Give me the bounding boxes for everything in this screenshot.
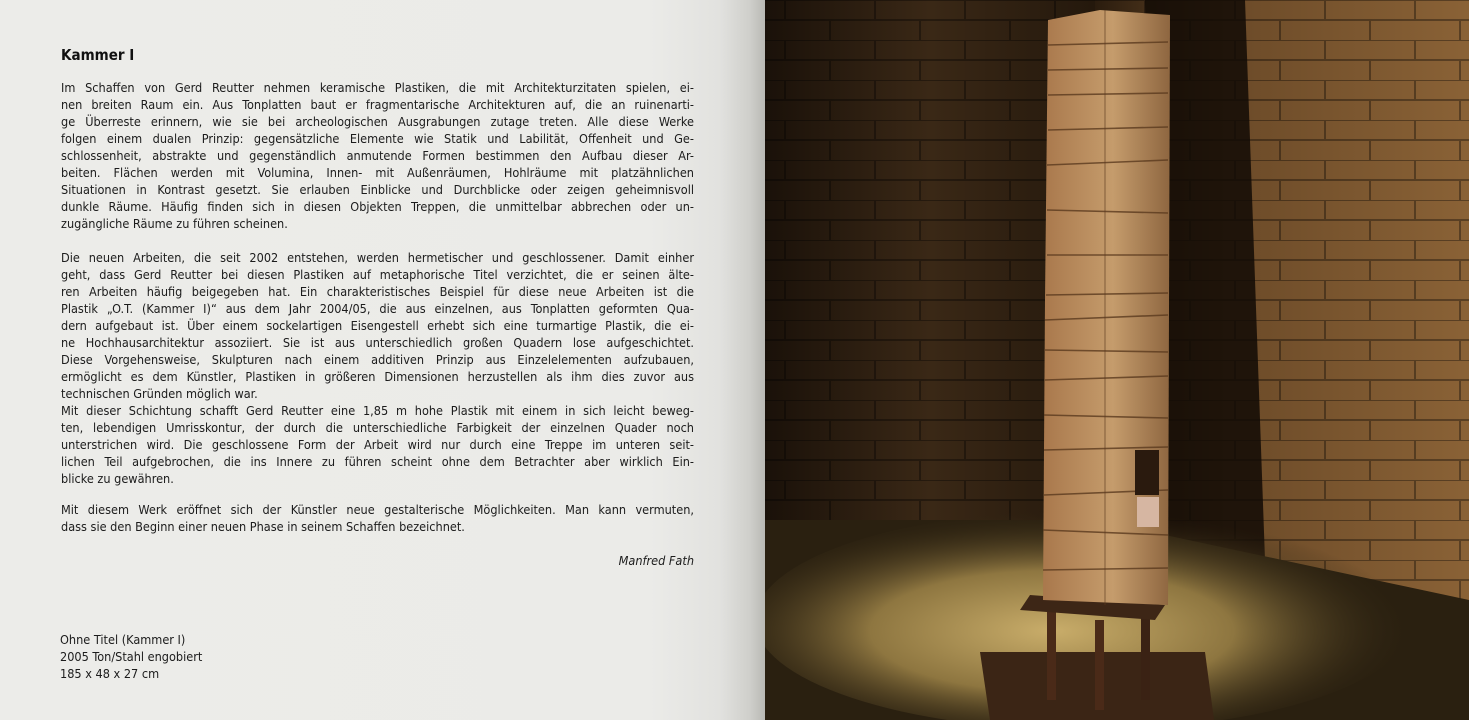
paragraph-1 bbox=[61, 79, 694, 232]
text-line: blicke zu gewähren. bbox=[61, 471, 174, 486]
text-line: Die neuen Arbeiten, die seit 2002 entstehen, werden hermetischer und geschlossener. Damit einher bbox=[61, 250, 694, 265]
artwork-caption bbox=[60, 631, 202, 682]
text-line: Mit dieser Schichtung schafft Gerd Reutter eine 1,85 m hohe Plastik mit einem in sich leicht beweg- bbox=[61, 403, 694, 418]
text-line: folgen einem dualen Prinzip: gegensätzliche Elemente wie Statik und Labilität, Offenheit und Ge- bbox=[61, 131, 694, 146]
text-line: geht, dass Gerd Reutter bei diesen Plastiken auf metaphorische Titel verzichtet, die er seinen älte- bbox=[61, 267, 694, 282]
text-line: ren Arbeiten häufig beigegeben hat. Ein charakteristisches Beispiel für diese neue Arbeiten ist die bbox=[61, 284, 694, 299]
text-line: schlossenheit, abstrakte und gegenständlich anmutende Formen bestimmen den Aufbau dieser Ar- bbox=[61, 148, 694, 163]
text-line: ne Hochhausarchitektur assoziiert. Sie ist aus unterschiedlich großen Quadern lose aufgeschichtet. bbox=[61, 335, 694, 350]
text-line: lichen Teil aufgebrochen, die ins Innere zu führen scheint ohne dem Betrachter aber wirklich Ein- bbox=[61, 454, 694, 469]
author-signature: Manfred Fath bbox=[618, 553, 694, 568]
paragraph-2 bbox=[61, 249, 694, 487]
text-line: nen breiten Raum ein. Aus Tonplatten baut er fragmentarische Architekturen auf, die an ruinenarti- bbox=[61, 97, 694, 112]
caption-title: Ohne Titel (Kammer I) bbox=[60, 632, 186, 647]
text-line: dunkle Räume. Häufig finden sich in diesen Objekten Treppen, die unmittelbar abbrechen oder un- bbox=[61, 199, 694, 214]
text-line: Situationen in Kontrast gesetzt. Sie erlauben Einblicke und Durchblicke oder zeigen geheimnisvoll bbox=[61, 182, 694, 197]
text-line: Diese Vorgehensweise, Skulpturen nach einem additiven Prinzip aus Einzelelementen aufzubauen, bbox=[61, 352, 694, 367]
text-line: ge Überreste erinnern, wie sie bei archeologischen Ausgrabungen zutage treten. Alle diese Werke bbox=[61, 114, 694, 129]
text-line: unterstrichen wird. Die geschlossene Form der Arbeit wird nur durch eine Treppe im unteren seit- bbox=[61, 437, 694, 452]
text-line: Mit diesem Werk eröffnet sich der Künstler neue gestalterische Möglichkeiten. Man kann vermuten, bbox=[61, 502, 694, 517]
page-heading: Kammer I bbox=[61, 46, 135, 64]
text-line: ten, lebendigen Umrisskontur, der durch die unterschiedliche Farbigkeit der einzelnen Quader noch bbox=[61, 420, 694, 435]
text-line: ermöglicht es dem Künstler, Plastiken in größeren Dimensionen herzustellen als ihm dies zuvor aus bbox=[61, 369, 694, 384]
text-line: zugängliche Räume zu führen scheinen. bbox=[61, 216, 288, 231]
caption-year-material: 2005 Ton/Stahl engobiert bbox=[60, 649, 203, 664]
caption-dimensions: 185 x 48 x 27 cm bbox=[60, 666, 160, 681]
sculpture-photo bbox=[765, 0, 1469, 720]
text-line: dass sie den Beginn einer neuen Phase in seinem Schaffen bezeichnet. bbox=[61, 519, 465, 534]
text-line: Im Schaffen von Gerd Reutter nehmen keramische Plastiken, die mit Architekturzitaten spielen, ei- bbox=[61, 80, 694, 95]
text-line: dern aufgebaut ist. Über einem sockelartigen Eisengestell erhebt sich eine turmartige Plastik, die ei- bbox=[61, 318, 694, 333]
text-line: Plastik „O.T. (Kammer I)“ aus dem Jahr 2004/05, die aus einzelnen, aus Tonplatten geformten Qua- bbox=[61, 301, 694, 316]
paragraph-3 bbox=[61, 501, 694, 535]
text-line: technischen Gründen möglich war. bbox=[61, 386, 258, 401]
text-line: beiten. Flächen werden mit Volumina, Innen- mit Außenräumen, Hohlräume mit platzähnlichen bbox=[61, 165, 694, 180]
